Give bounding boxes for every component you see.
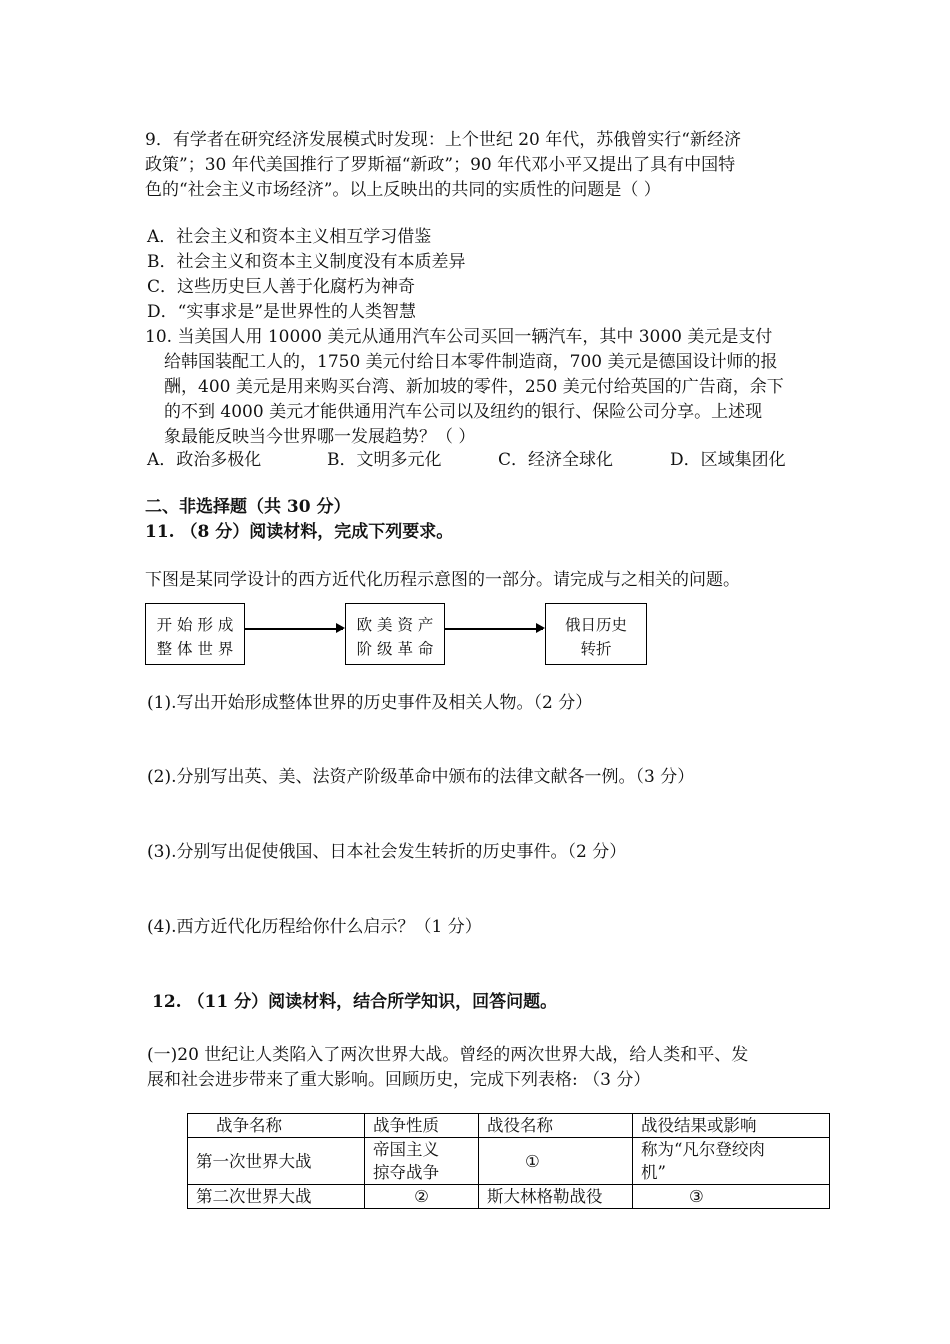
row1-war-nature: [365, 1138, 479, 1185]
flow-arrow-2: [445, 628, 543, 630]
flow-arrow-1: [245, 628, 343, 630]
row1-result-line2: 机”: [641, 1163, 666, 1182]
q11-question-1: (1).写出开始形成整体世界的历史事件及相关人物。（2 分）: [147, 693, 593, 713]
flow-box-turning: [545, 603, 647, 665]
q12-part1-line-1: (一)20 世纪让人类陷入了两次世界大战。曾经的两次世界大战，给人类和平、发: [147, 1045, 749, 1065]
q12-part1-line-2: 展和社会进步带来了重大影响。回顾历史，完成下列表格: （3 分）: [147, 1070, 651, 1090]
q10-line-2: 给韩国装配工人的，1750 美元付给日本零件制造商，700 美元是德国设计师的报: [164, 352, 778, 372]
table-row: [188, 1185, 830, 1209]
q11-intro: 下图是某同学设计的西方近代化历程示意图的一部分。请完成与之相关的问题。: [145, 570, 740, 590]
q9-option-c: C．这些历史巨人善于化腐朽为神奇: [147, 277, 416, 297]
q10-option-a: A．政治多极化: [147, 450, 262, 470]
q9-option-b: B．社会主义和资本主义制度没有本质差异: [147, 252, 466, 272]
flow-box-world-line2: 整 体 世 界: [156, 640, 234, 658]
row2-battle-name: 斯大林格勒战役: [479, 1185, 633, 1209]
row1-nature-line1: 帝国主义: [373, 1140, 439, 1159]
row1-result: [633, 1138, 830, 1185]
q10-option-c: C．经济全球化: [498, 450, 614, 470]
q10-option-b: B．文明多元化: [327, 450, 442, 470]
row2-result: ③: [633, 1185, 830, 1209]
flow-box-world-line1: 开 始 形 成: [156, 616, 234, 634]
section2-title: 二、非选择题（共 30 分）: [145, 497, 351, 517]
table-row: [188, 1138, 830, 1185]
row1-nature-line2: 掠夺战争: [373, 1163, 439, 1182]
q9-line-2: 政策”；30 年代美国推行了罗斯福“新政”；90 年代邓小平又提出了具有中国特: [145, 155, 736, 175]
q11-question-2: (2).分别写出英、美、法资产阶级革命中颁布的法律文献各一例。（3 分）: [147, 767, 695, 787]
header-battle-result: 战役结果或影响: [633, 1114, 830, 1138]
flow-box-world: [145, 603, 245, 665]
row1-war-name: 第一次世界大战: [188, 1138, 365, 1185]
q10-line-5: 象最能反映当今世界哪一发展趋势？（ ）: [164, 427, 476, 447]
flow-box-revolution-line2: 阶 级 革 命: [356, 640, 434, 658]
row1-result-line1: 称为“凡尔登绞肉: [641, 1140, 765, 1159]
header-war-nature: 战争性质: [365, 1114, 479, 1138]
flow-box-revolution: [345, 603, 445, 665]
q11-question-3: (3).分别写出促使俄国、日本社会发生转折的历史事件。（2 分）: [147, 842, 627, 862]
header-battle-name: 战役名称: [479, 1114, 633, 1138]
row2-war-name: 第二次世界大战: [188, 1185, 365, 1209]
q9-option-a: A．社会主义和资本主义相互学习借鉴: [147, 227, 432, 247]
q10-line-1: 10. 当美国人用 10000 美元从通用汽车公司买回一辆汽车，其中 3000 美元是支付: [145, 327, 773, 347]
table-header-row: [188, 1114, 830, 1138]
q11-question-4: (4).西方近代化历程给你什么启示？（1 分）: [147, 917, 482, 937]
q12-title: 12. （11 分）阅读材料，结合所学知识，回答问题。: [152, 992, 558, 1012]
q9-line-1: 9．有学者在研究经济发展模式时发现：上个世纪 20 年代，苏俄曾实行“新经济: [145, 130, 741, 150]
q10-option-d: D．区域集团化: [670, 450, 786, 470]
q9-option-d: D．“实事求是”是世界性的人类智慧: [147, 302, 417, 322]
q10-line-3: 酬，400 美元是用来购买台湾、新加坡的零件，250 美元付给英国的广告商，余下: [164, 377, 784, 397]
q10-line-4: 的不到 4000 美元才能供通用汽车公司以及纽约的银行、保险公司分享。上述现: [164, 402, 763, 422]
row1-battle-name: ①: [479, 1138, 633, 1185]
q9-line-3: 色的“社会主义市场经济”。以上反映出的共同的实质性的问题是（ ）: [145, 180, 661, 200]
flow-box-turning-line2: 转折: [580, 640, 612, 658]
header-war-name: 战争名称: [188, 1114, 365, 1138]
flow-box-revolution-line1: 欧 美 资 产: [356, 616, 434, 634]
row2-war-nature: ②: [365, 1185, 479, 1209]
flow-box-turning-line1: 俄日历史: [564, 616, 627, 634]
q11-title: 11. （8 分）阅读材料，完成下列要求。: [145, 522, 454, 542]
war-table: [187, 1113, 830, 1209]
